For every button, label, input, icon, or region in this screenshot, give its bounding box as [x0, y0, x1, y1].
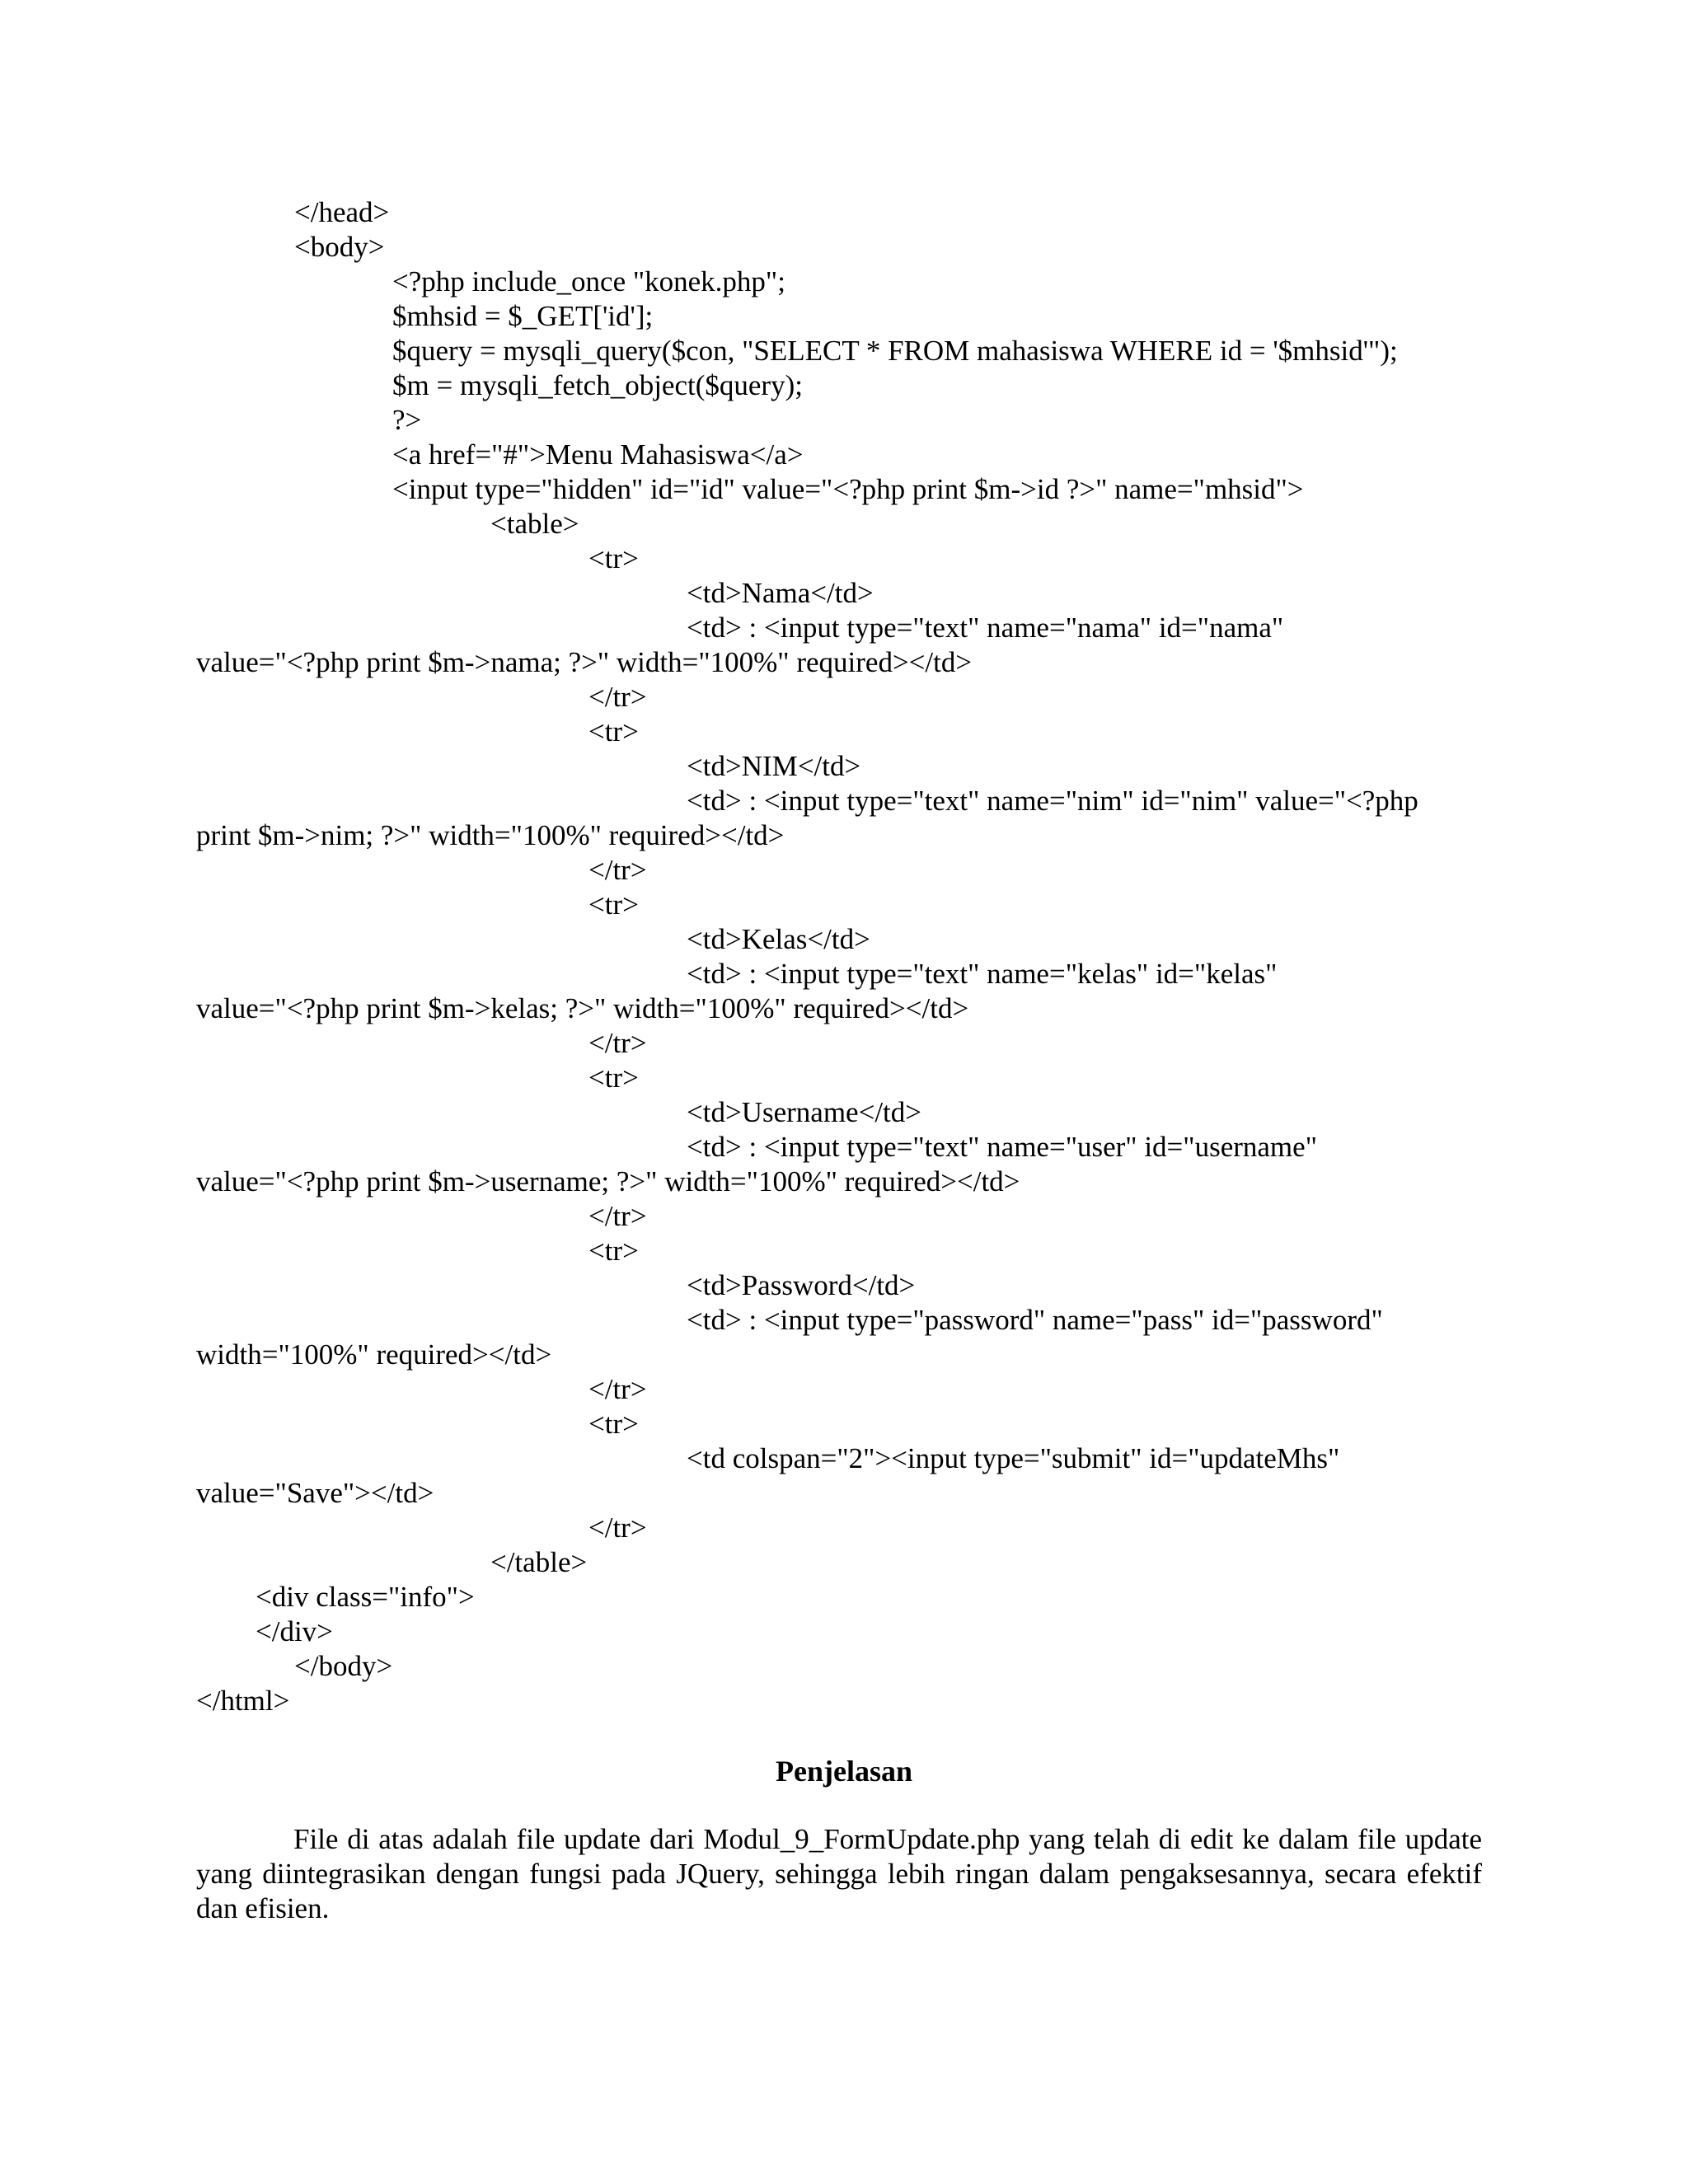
code-line: </tr> — [588, 1373, 647, 1405]
code-line: value="Save"></td> — [196, 1477, 434, 1509]
code-line: <td> : <input type="text" name="nim" id="nim" value="<?php — [687, 785, 1418, 817]
code-line: <td colspan="2"><input type="submit" id="updateMhs" — [687, 1442, 1340, 1474]
code-line: <tr> — [588, 542, 639, 574]
code-line: value="<?php print $m->kelas; ?>" width="100%" required></td> — [196, 992, 969, 1024]
code-line: <td>NIM</td> — [687, 750, 861, 782]
code-line: </head> — [294, 196, 390, 228]
code-line: ?> — [392, 404, 422, 436]
code-line: <td> : <input type="password" name="pass" id="password" — [687, 1304, 1383, 1336]
code-line: <td> : <input type="text" name="nama" id="nama" — [687, 612, 1284, 644]
code-line: <tr> — [588, 715, 639, 748]
code-line: <input type="hidden" id="id" value="<?php print $m->id ?>" name="mhsid"> — [392, 473, 1304, 505]
code-line: <a href="#">Menu Mahasiswa</a> — [392, 438, 804, 471]
section-heading: Penjelasan — [776, 1755, 912, 1788]
code-line: width="100%" required></td> — [196, 1338, 552, 1371]
code-line: <td>Username</td> — [687, 1096, 922, 1128]
code-line: <div class="info"> — [256, 1581, 475, 1613]
code-line: <body> — [294, 231, 385, 263]
code-line: value="<?php print $m->username; ?>" width="100%" required></td> — [196, 1165, 1020, 1197]
code-line: </tr> — [588, 681, 647, 713]
code-line: $query = mysqli_query($con, "SELECT * FROM mahasiswa WHERE id = '$mhsid'"); — [392, 335, 1398, 367]
code-line: </tr> — [588, 854, 647, 886]
code-line: </tr> — [588, 1200, 647, 1232]
code-line: <tr> — [588, 1235, 639, 1267]
code-line: </div> — [256, 1615, 333, 1647]
code-line: <tr> — [588, 1062, 639, 1094]
code-line: <td>Nama</td> — [687, 577, 874, 609]
code-line: </tr> — [588, 1027, 647, 1059]
code-line: value="<?php print $m->nama; ?>" width="100%" required></td> — [196, 646, 973, 678]
code-line: </body> — [294, 1650, 393, 1682]
code-line: <table> — [490, 508, 579, 540]
code-line: <td>Password</td> — [687, 1269, 916, 1301]
code-line: <tr> — [588, 888, 639, 921]
code-line: print $m->nim; ?>" width="100%" required></td> — [196, 819, 785, 851]
code-line: </tr> — [588, 1511, 647, 1544]
code-line: <?php include_once "konek.php"; — [392, 265, 785, 298]
code-line: $mhsid = $_GET['id']; — [392, 300, 654, 332]
explanation-paragraph: File di atas adalah file update dari Modul_9_FormUpdate.php yang telah di edit ke dalam file update yang diintegrasikan dengan fungsi pada JQuery, sehingga lebih ringan dalam pengaksesannya, secara efektif dan efisien. — [196, 1823, 1482, 1924]
code-line: </html> — [196, 1685, 290, 1717]
code-line: <td>Kelas</td> — [687, 923, 870, 955]
code-line: <tr> — [588, 1408, 639, 1440]
code-line: <td> : <input type="text" name="kelas" id="kelas" — [687, 958, 1278, 990]
code-line: <td> : <input type="text" name="user" id="username" — [687, 1131, 1317, 1163]
code-line: </table> — [490, 1546, 588, 1578]
code-line: $m = mysqli_fetch_object($query); — [392, 369, 803, 401]
